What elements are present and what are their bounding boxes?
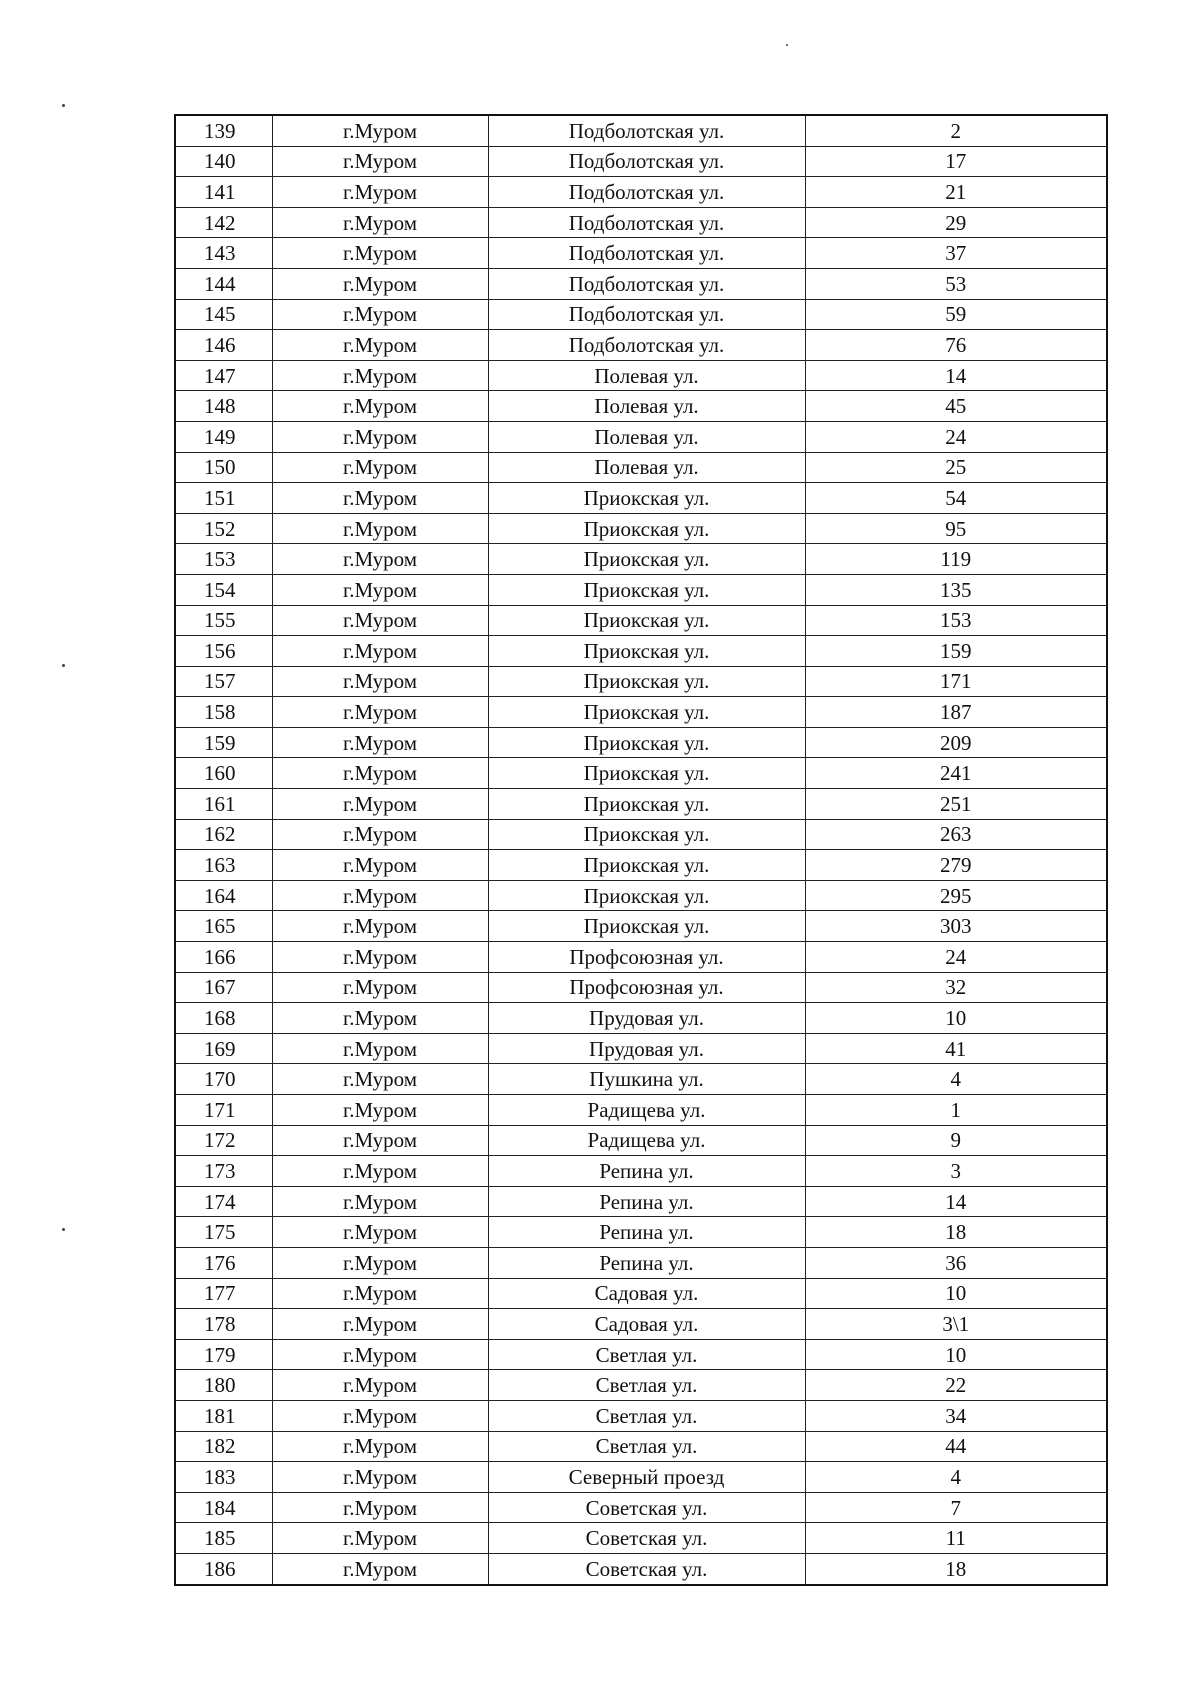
house-number-cell: 10 xyxy=(805,1003,1107,1034)
city-cell: г.Муром xyxy=(272,268,488,299)
house-number-cell: 3 xyxy=(805,1156,1107,1187)
row-number-cell: 177 xyxy=(175,1278,272,1309)
street-cell: Приокская ул. xyxy=(488,819,805,850)
row-number-cell: 173 xyxy=(175,1156,272,1187)
table-row xyxy=(175,1125,1107,1156)
street-cell: Советская ул. xyxy=(488,1553,805,1584)
house-number-cell: 22 xyxy=(805,1370,1107,1401)
house-number-cell: 10 xyxy=(805,1278,1107,1309)
house-number-cell: 18 xyxy=(805,1217,1107,1248)
table-row xyxy=(175,360,1107,391)
house-number-cell: 263 xyxy=(805,819,1107,850)
street-cell: Светлая ул. xyxy=(488,1370,805,1401)
house-number-cell: 7 xyxy=(805,1492,1107,1523)
row-number-cell: 183 xyxy=(175,1462,272,1493)
house-number-cell: 187 xyxy=(805,697,1107,728)
row-number-cell: 164 xyxy=(175,880,272,911)
row-number-cell: 147 xyxy=(175,360,272,391)
house-number-cell: 9 xyxy=(805,1125,1107,1156)
house-number-cell: 54 xyxy=(805,483,1107,514)
city-cell: г.Муром xyxy=(272,697,488,728)
row-number-cell: 145 xyxy=(175,299,272,330)
street-cell: Профсоюзная ул. xyxy=(488,972,805,1003)
row-number-cell: 144 xyxy=(175,268,272,299)
house-number-cell: 36 xyxy=(805,1247,1107,1278)
house-number-cell: 153 xyxy=(805,605,1107,636)
row-number-cell: 166 xyxy=(175,942,272,973)
table-row xyxy=(175,850,1107,881)
street-cell: Советская ул. xyxy=(488,1523,805,1554)
street-cell: Приокская ул. xyxy=(488,666,805,697)
address-table xyxy=(174,114,1108,1586)
table-row xyxy=(175,666,1107,697)
city-cell: г.Муром xyxy=(272,1247,488,1278)
city-cell: г.Муром xyxy=(272,574,488,605)
street-cell: Приокская ул. xyxy=(488,513,805,544)
row-number-cell: 165 xyxy=(175,911,272,942)
row-number-cell: 181 xyxy=(175,1400,272,1431)
house-number-cell: 279 xyxy=(805,850,1107,881)
table-row xyxy=(175,727,1107,758)
row-number-cell: 158 xyxy=(175,697,272,728)
scan-speck xyxy=(62,664,65,667)
city-cell: г.Муром xyxy=(272,1370,488,1401)
table-row xyxy=(175,1553,1107,1584)
row-number-cell: 143 xyxy=(175,238,272,269)
table-row xyxy=(175,1309,1107,1340)
row-number-cell: 172 xyxy=(175,1125,272,1156)
city-cell: г.Муром xyxy=(272,666,488,697)
street-cell: Светлая ул. xyxy=(488,1431,805,1462)
house-number-cell: 25 xyxy=(805,452,1107,483)
city-cell: г.Муром xyxy=(272,1033,488,1064)
house-number-cell: 251 xyxy=(805,789,1107,820)
table-row xyxy=(175,972,1107,1003)
house-number-cell: 3\1 xyxy=(805,1309,1107,1340)
house-number-cell: 41 xyxy=(805,1033,1107,1064)
row-number-cell: 149 xyxy=(175,421,272,452)
house-number-cell: 1 xyxy=(805,1095,1107,1126)
city-cell: г.Муром xyxy=(272,483,488,514)
city-cell: г.Муром xyxy=(272,1064,488,1095)
street-cell: Полевая ул. xyxy=(488,360,805,391)
table-row xyxy=(175,636,1107,667)
table-row xyxy=(175,1339,1107,1370)
city-cell: г.Муром xyxy=(272,1156,488,1187)
table-row xyxy=(175,177,1107,208)
city-cell: г.Муром xyxy=(272,1523,488,1554)
street-cell: Приокская ул. xyxy=(488,880,805,911)
row-number-cell: 155 xyxy=(175,605,272,636)
table-row xyxy=(175,513,1107,544)
street-cell: Подболотская ул. xyxy=(488,146,805,177)
row-number-cell: 174 xyxy=(175,1186,272,1217)
scan-speck xyxy=(62,1228,65,1231)
house-number-cell: 295 xyxy=(805,880,1107,911)
table-row xyxy=(175,115,1107,146)
street-cell: Приокская ул. xyxy=(488,789,805,820)
table-row xyxy=(175,911,1107,942)
table-row xyxy=(175,1186,1107,1217)
city-cell: г.Муром xyxy=(272,299,488,330)
street-cell: Репина ул. xyxy=(488,1217,805,1248)
city-cell: г.Муром xyxy=(272,911,488,942)
row-number-cell: 169 xyxy=(175,1033,272,1064)
row-number-cell: 157 xyxy=(175,666,272,697)
street-cell: Радищева ул. xyxy=(488,1095,805,1126)
city-cell: г.Муром xyxy=(272,452,488,483)
street-cell: Приокская ул. xyxy=(488,483,805,514)
row-number-cell: 151 xyxy=(175,483,272,514)
street-cell: Полевая ул. xyxy=(488,391,805,422)
city-cell: г.Муром xyxy=(272,146,488,177)
table-row xyxy=(175,1095,1107,1126)
row-number-cell: 185 xyxy=(175,1523,272,1554)
row-number-cell: 179 xyxy=(175,1339,272,1370)
row-number-cell: 176 xyxy=(175,1247,272,1278)
city-cell: г.Муром xyxy=(272,1217,488,1248)
city-cell: г.Муром xyxy=(272,636,488,667)
street-cell: Советская ул. xyxy=(488,1492,805,1523)
street-cell: Подболотская ул. xyxy=(488,268,805,299)
house-number-cell: 241 xyxy=(805,758,1107,789)
city-cell: г.Муром xyxy=(272,238,488,269)
table-row xyxy=(175,1370,1107,1401)
table-row xyxy=(175,1003,1107,1034)
house-number-cell: 10 xyxy=(805,1339,1107,1370)
street-cell: Подболотская ул. xyxy=(488,207,805,238)
house-number-cell: 59 xyxy=(805,299,1107,330)
street-cell: Прудовая ул. xyxy=(488,1033,805,1064)
table-row xyxy=(175,1064,1107,1095)
table-row xyxy=(175,1431,1107,1462)
street-cell: Репина ул. xyxy=(488,1156,805,1187)
house-number-cell: 303 xyxy=(805,911,1107,942)
row-number-cell: 160 xyxy=(175,758,272,789)
table-row xyxy=(175,1492,1107,1523)
table-row xyxy=(175,942,1107,973)
street-cell: Репина ул. xyxy=(488,1186,805,1217)
table-row xyxy=(175,758,1107,789)
row-number-cell: 140 xyxy=(175,146,272,177)
table-row xyxy=(175,391,1107,422)
city-cell: г.Муром xyxy=(272,391,488,422)
table-row xyxy=(175,299,1107,330)
street-cell: Светлая ул. xyxy=(488,1339,805,1370)
street-cell: Полевая ул. xyxy=(488,421,805,452)
table-row xyxy=(175,1278,1107,1309)
city-cell: г.Муром xyxy=(272,880,488,911)
house-number-cell: 17 xyxy=(805,146,1107,177)
street-cell: Северный проезд xyxy=(488,1462,805,1493)
city-cell: г.Муром xyxy=(272,1431,488,1462)
city-cell: г.Муром xyxy=(272,1339,488,1370)
table-row xyxy=(175,1156,1107,1187)
house-number-cell: 119 xyxy=(805,544,1107,575)
table-row xyxy=(175,789,1107,820)
house-number-cell: 32 xyxy=(805,972,1107,1003)
table-row xyxy=(175,421,1107,452)
city-cell: г.Муром xyxy=(272,330,488,361)
city-cell: г.Муром xyxy=(272,1125,488,1156)
city-cell: г.Муром xyxy=(272,819,488,850)
row-number-cell: 153 xyxy=(175,544,272,575)
table-row xyxy=(175,1400,1107,1431)
street-cell: Пушкина ул. xyxy=(488,1064,805,1095)
row-number-cell: 168 xyxy=(175,1003,272,1034)
street-cell: Подболотская ул. xyxy=(488,238,805,269)
table-row xyxy=(175,268,1107,299)
city-cell: г.Муром xyxy=(272,1400,488,1431)
table-row xyxy=(175,819,1107,850)
table-row xyxy=(175,1462,1107,1493)
street-cell: Полевая ул. xyxy=(488,452,805,483)
city-cell: г.Муром xyxy=(272,727,488,758)
street-cell: Репина ул. xyxy=(488,1247,805,1278)
city-cell: г.Муром xyxy=(272,1278,488,1309)
address-table-body xyxy=(175,115,1107,1585)
row-number-cell: 170 xyxy=(175,1064,272,1095)
house-number-cell: 14 xyxy=(805,1186,1107,1217)
row-number-cell: 186 xyxy=(175,1553,272,1584)
table-row xyxy=(175,330,1107,361)
table-row xyxy=(175,483,1107,514)
street-cell: Подболотская ул. xyxy=(488,330,805,361)
street-cell: Светлая ул. xyxy=(488,1400,805,1431)
row-number-cell: 152 xyxy=(175,513,272,544)
row-number-cell: 139 xyxy=(175,115,272,146)
house-number-cell: 76 xyxy=(805,330,1107,361)
house-number-cell: 159 xyxy=(805,636,1107,667)
house-number-cell: 34 xyxy=(805,1400,1107,1431)
street-cell: Приокская ул. xyxy=(488,574,805,605)
street-cell: Подболотская ул. xyxy=(488,115,805,146)
street-cell: Подболотская ул. xyxy=(488,177,805,208)
street-cell: Садовая ул. xyxy=(488,1309,805,1340)
house-number-cell: 4 xyxy=(805,1462,1107,1493)
street-cell: Приокская ул. xyxy=(488,850,805,881)
table-row xyxy=(175,574,1107,605)
table-row xyxy=(175,697,1107,728)
row-number-cell: 162 xyxy=(175,819,272,850)
house-number-cell: 135 xyxy=(805,574,1107,605)
house-number-cell: 4 xyxy=(805,1064,1107,1095)
house-number-cell: 29 xyxy=(805,207,1107,238)
table-row xyxy=(175,880,1107,911)
house-number-cell: 171 xyxy=(805,666,1107,697)
house-number-cell: 209 xyxy=(805,727,1107,758)
street-cell: Приокская ул. xyxy=(488,911,805,942)
house-number-cell: 45 xyxy=(805,391,1107,422)
city-cell: г.Муром xyxy=(272,972,488,1003)
house-number-cell: 24 xyxy=(805,942,1107,973)
row-number-cell: 161 xyxy=(175,789,272,820)
table-row xyxy=(175,544,1107,575)
table-row xyxy=(175,1523,1107,1554)
row-number-cell: 150 xyxy=(175,452,272,483)
row-number-cell: 163 xyxy=(175,850,272,881)
city-cell: г.Муром xyxy=(272,1462,488,1493)
row-number-cell: 171 xyxy=(175,1095,272,1126)
table-row xyxy=(175,1033,1107,1064)
table-row xyxy=(175,207,1107,238)
city-cell: г.Муром xyxy=(272,1492,488,1523)
house-number-cell: 44 xyxy=(805,1431,1107,1462)
city-cell: г.Муром xyxy=(272,789,488,820)
house-number-cell: 24 xyxy=(805,421,1107,452)
city-cell: г.Муром xyxy=(272,1186,488,1217)
table-row xyxy=(175,1247,1107,1278)
street-cell: Приокская ул. xyxy=(488,544,805,575)
row-number-cell: 148 xyxy=(175,391,272,422)
street-cell: Радищева ул. xyxy=(488,1125,805,1156)
city-cell: г.Муром xyxy=(272,544,488,575)
row-number-cell: 154 xyxy=(175,574,272,605)
row-number-cell: 184 xyxy=(175,1492,272,1523)
row-number-cell: 146 xyxy=(175,330,272,361)
scan-speck xyxy=(786,44,788,46)
row-number-cell: 142 xyxy=(175,207,272,238)
city-cell: г.Муром xyxy=(272,850,488,881)
house-number-cell: 53 xyxy=(805,268,1107,299)
row-number-cell: 182 xyxy=(175,1431,272,1462)
row-number-cell: 178 xyxy=(175,1309,272,1340)
street-cell: Приокская ул. xyxy=(488,697,805,728)
row-number-cell: 159 xyxy=(175,727,272,758)
house-number-cell: 95 xyxy=(805,513,1107,544)
house-number-cell: 14 xyxy=(805,360,1107,391)
row-number-cell: 180 xyxy=(175,1370,272,1401)
street-cell: Приокская ул. xyxy=(488,605,805,636)
city-cell: г.Муром xyxy=(272,942,488,973)
table-row xyxy=(175,605,1107,636)
row-number-cell: 156 xyxy=(175,636,272,667)
house-number-cell: 2 xyxy=(805,115,1107,146)
row-number-cell: 167 xyxy=(175,972,272,1003)
city-cell: г.Муром xyxy=(272,513,488,544)
table-row xyxy=(175,1217,1107,1248)
city-cell: г.Муром xyxy=(272,758,488,789)
city-cell: г.Муром xyxy=(272,421,488,452)
table-row xyxy=(175,146,1107,177)
house-number-cell: 11 xyxy=(805,1523,1107,1554)
house-number-cell: 18 xyxy=(805,1553,1107,1584)
table-row xyxy=(175,238,1107,269)
city-cell: г.Муром xyxy=(272,1553,488,1584)
house-number-cell: 37 xyxy=(805,238,1107,269)
city-cell: г.Муром xyxy=(272,1309,488,1340)
street-cell: Подболотская ул. xyxy=(488,299,805,330)
city-cell: г.Муром xyxy=(272,360,488,391)
row-number-cell: 141 xyxy=(175,177,272,208)
street-cell: Приокская ул. xyxy=(488,758,805,789)
street-cell: Садовая ул. xyxy=(488,1278,805,1309)
street-cell: Приокская ул. xyxy=(488,636,805,667)
row-number-cell: 175 xyxy=(175,1217,272,1248)
scan-speck xyxy=(62,104,65,107)
city-cell: г.Муром xyxy=(272,1003,488,1034)
city-cell: г.Муром xyxy=(272,1095,488,1126)
city-cell: г.Муром xyxy=(272,207,488,238)
house-number-cell: 21 xyxy=(805,177,1107,208)
city-cell: г.Муром xyxy=(272,115,488,146)
table-row xyxy=(175,452,1107,483)
street-cell: Прудовая ул. xyxy=(488,1003,805,1034)
city-cell: г.Муром xyxy=(272,177,488,208)
street-cell: Профсоюзная ул. xyxy=(488,942,805,973)
street-cell: Приокская ул. xyxy=(488,727,805,758)
city-cell: г.Муром xyxy=(272,605,488,636)
